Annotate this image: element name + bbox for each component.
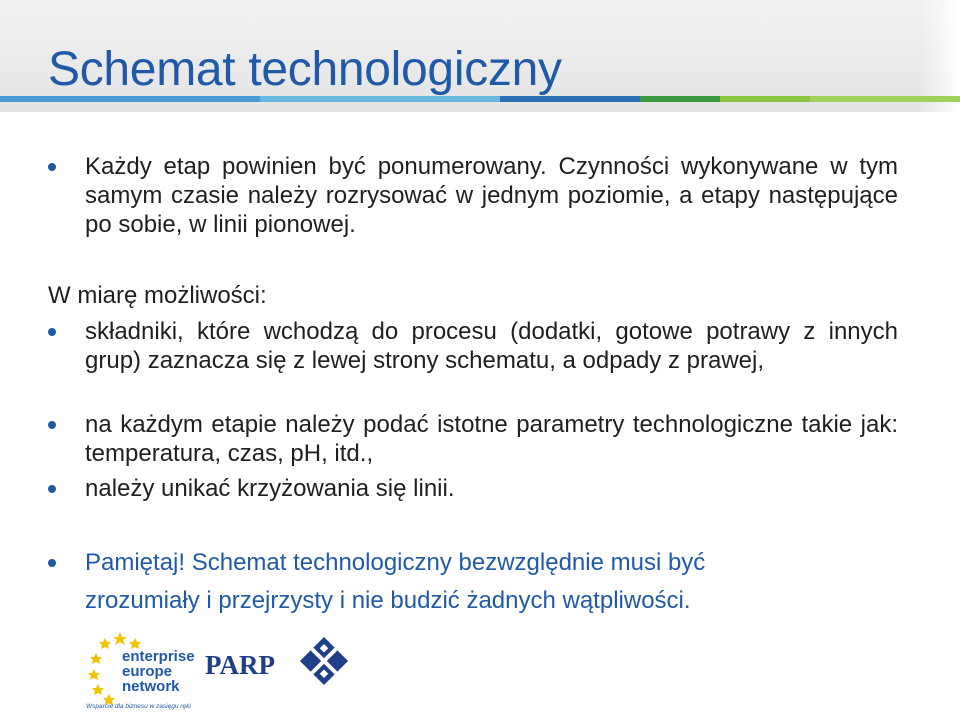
slide-title: Schemat technologiczny bbox=[48, 43, 562, 96]
note-item bbox=[48, 548, 808, 620]
een-line3: network bbox=[122, 678, 180, 695]
een-logo bbox=[86, 632, 195, 710]
bullet-dot bbox=[48, 328, 56, 336]
bullet-text: składniki, które wchodzą do procesu (dodatki, gotowe potrawy z innych grup) zaznacza się z lewej strony schematu, a odpady z prawej, bbox=[85, 318, 898, 374]
logos-svg bbox=[80, 626, 380, 711]
note-text: Pamiętaj! Schemat technologiczny bezwzględnie musi być zrozumiały i przejrzysty i nie budzić żadnych wątpliwości. bbox=[85, 549, 706, 614]
bullet-item bbox=[48, 317, 898, 375]
parp-text: PARP bbox=[205, 650, 275, 680]
intro-heading: W miarę możliwości: bbox=[48, 282, 267, 309]
bullet-item bbox=[48, 410, 898, 468]
een-line1: enterprise bbox=[122, 648, 195, 665]
parp-logo bbox=[205, 637, 348, 685]
bullet-text: Każdy etap powinien być ponumerowany. Czynności wykonywane w tym samym czasie należy rozrysować w jednym poziomie, a etapy następujące po sobie, w linii pionowej. bbox=[85, 153, 898, 238]
een-line2: europe bbox=[122, 663, 173, 680]
bullet-dot bbox=[48, 485, 56, 493]
bullet-text: na każdym etapie należy podać istotne parametry technologiczne takie jak: temperatura, czas, pH, itd., bbox=[85, 411, 898, 467]
een-tagline: Wsparcie dla biznesu w zasięgu ręki bbox=[86, 703, 191, 710]
stripe-segment bbox=[810, 96, 960, 102]
bullet-dot bbox=[48, 559, 56, 567]
bullet-dot bbox=[48, 163, 56, 171]
logos-area bbox=[80, 626, 380, 711]
parp-emblem-icon bbox=[300, 637, 348, 685]
stripe-segment bbox=[0, 96, 260, 102]
stripe-segment bbox=[260, 96, 500, 102]
stripe-segment bbox=[640, 96, 720, 102]
bullet-text: należy unikać krzyżowania się linii. bbox=[85, 475, 455, 502]
title-band bbox=[0, 0, 960, 112]
stripe-segment bbox=[720, 96, 810, 102]
bullet-item bbox=[48, 474, 898, 503]
stripe-segment bbox=[500, 96, 640, 102]
bullet-dot bbox=[48, 421, 56, 429]
color-stripe bbox=[0, 96, 960, 102]
bullet-item bbox=[48, 152, 898, 239]
intro-heading-block bbox=[48, 281, 898, 310]
